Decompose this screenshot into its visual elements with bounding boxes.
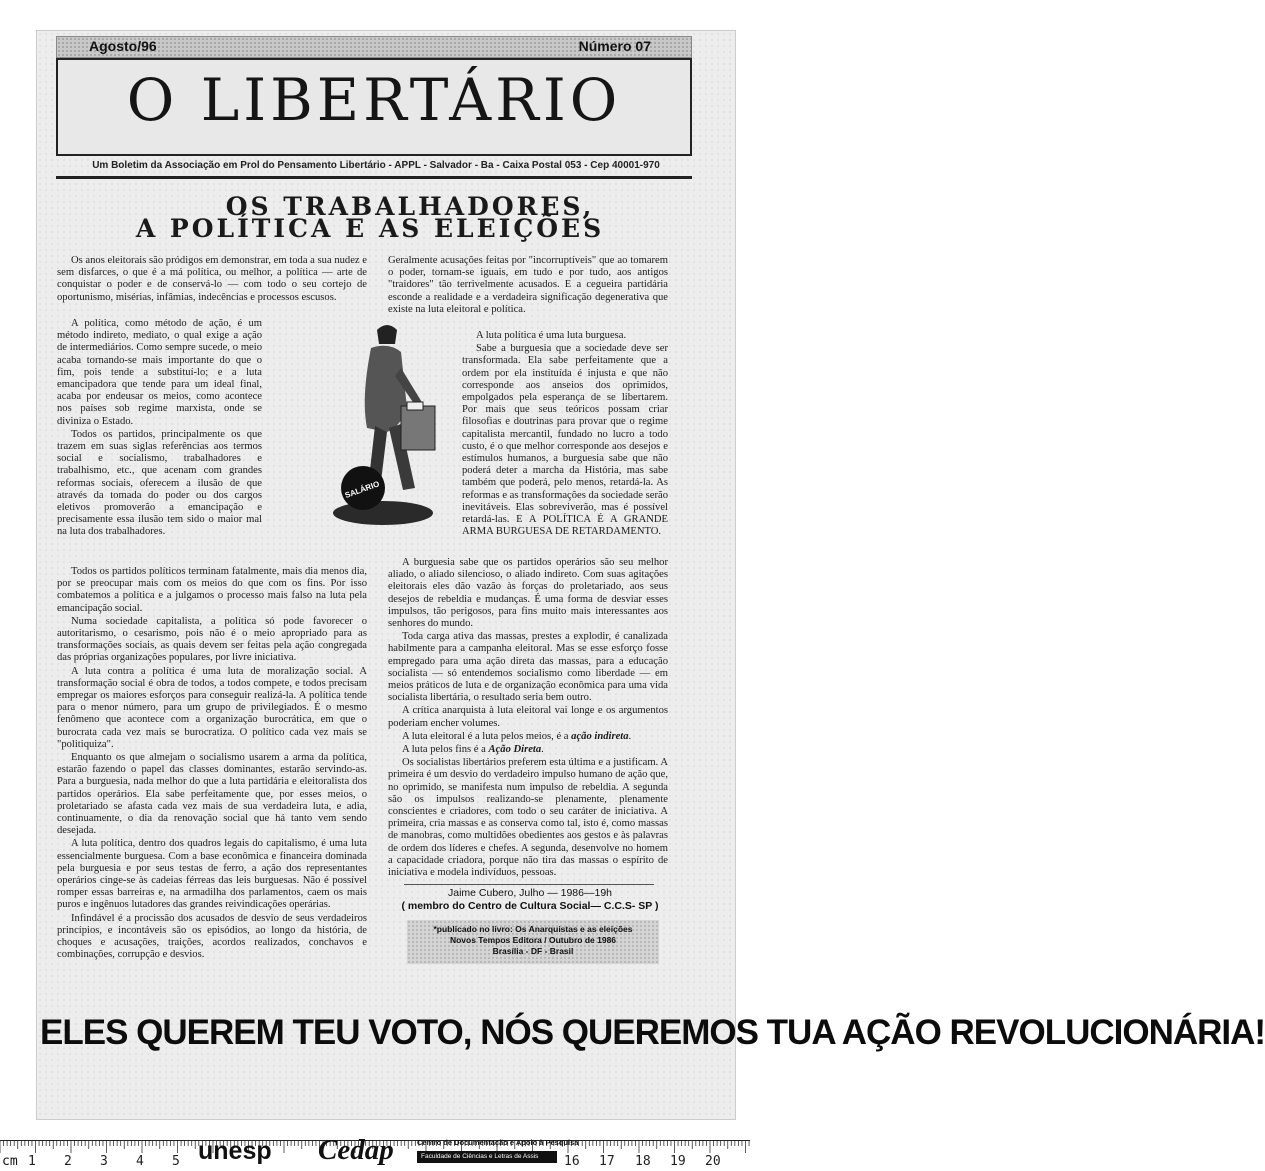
ruler-unit: cm [2,1154,18,1169]
author-credit [400,887,660,913]
paragraph: A luta contra a política é uma luta de moralização social. A transformação social é obra de todos, a todos compete, e todos precisam empregar os maiores esforços para conseguir realizá-la. A política tende para o menor número, para um grupo de privilegiados. É o mesmo fenômeno que acontece com a organização burocrática, em que o burocrata cada vez mais se burocratiza. O político cada vez mais se "politiquiza". [57,665,367,750]
headline-line-1: OS TRABALHADORES, [225,192,595,221]
paragraph: Todos os partidos, principalmente os que trazem em suas siglas referências aos termos social e socialismo, trabalhadores e trabalhismo, etc., que acenam com grandes reformas sociais, oferecem a ilusão de que através da tomada do poder ou dos cargos eletivos promoverão a emancipação e precisamente essa ilusão tem sido o maior mal na luta dos trabalhadores. [57,428,262,538]
newspaper-title: O LIBERTÁRIO [126,66,622,134]
text: A luta pelos fins é a [402,744,489,756]
emphasis: ação indireta [571,730,629,742]
ruler-number: 2 [64,1154,72,1169]
publication-line: Brasília - DF - Brasil [492,946,574,956]
ruler-number: 19 [670,1154,686,1169]
masthead-subtitle: Um Boletim da Associação em Prol do Pensamento Libertário - APPL - Salvador - Ba - Caixa Postal 053 - Cep 40001-970 [92,160,660,171]
cedap-faculty: Faculdade de Ciências e Letras de Assis [417,1151,557,1163]
publication-line: Novos Tempos Editora / Outubro de 1986 [449,935,617,945]
paragraph: Enquanto os que almejam o socialismo usarem a arma da política, estarão fazendo o papel das classes dominantes, estarão servindo-as. Para a burguesia, nada melhor do que a luta partidária e eleitoralista dos partidos operários. Ela sabe perfeitamente que, por esses meios, o proletariado se afasta cada vez mais de sua verdadeira luta, e adia, continuamente, o dia da renovação social que há tanto vem sendo desejada. [57,752,367,837]
unesp-logo: unesp [198,1137,272,1165]
divider [56,176,692,179]
issue-number: Número 07 [578,38,651,54]
member-line: ( membro do Centro de Cultura Social— C.C.S- SP ) [401,900,659,912]
ruler-number: 18 [635,1154,651,1169]
ruler-number: 20 [705,1154,721,1169]
ruler-number: 16 [564,1154,580,1169]
headline-line-2: A POLÍTICA E AS ELEIÇÕES [135,214,605,243]
illustration-label: SALÁRIO [343,479,381,501]
slogan-banner: ELES QUEREM TEU VOTO, NÓS QUEREMOS TUA AÇÃO REVOLUCIONÁRIA! [40,1013,1265,1052]
author-line: Jaime Cubero, Julho — 1986—19h [447,887,612,899]
paragraph: Toda carga ativa das massas, prestes a explodir, é canalizada habilmente para a campanha eleitoral. Mas se esse esforço fosse empregado para uma ação direta das massas, para a educação socialista — só entendemos socialismo como liberdade — em meios práticos de luta e de organização econômica para uma vida socialista libertária, o resultado seria bem outro. [388,631,668,704]
emphasis: Ação Direta [488,744,542,756]
article-left-bottom [57,566,367,963]
text: A luta eleitoral é a luta pelos meios, é a [402,730,572,742]
cedap-logo: Cedap [318,1134,394,1166]
paragraph: Geralmente acusações feitas por "incorruptíveis" que ao tomarem o poder, tornam-se iguais, em tudo e por tudo, aos antigos "traidores" tão terrivelmente acusados. E a cegueira partidária esconde a realidade e a verdadeira significação degenerativa que existe na luta eleitoral e política. [388,255,668,315]
article-right-wrap [462,330,668,539]
paragraph: Infindável é a procissão dos acusados de desvio de seus verdadeiros princípios, e incontáveis são os episódios, ao longo da história, de choques e acusações, traições, acordos realizados, conchavos e combinações, corrupção e desvios. [57,912,367,961]
paragraph: Todos os partidos políticos terminam fatalmente, mais dia menos dia, por se preocupar mais com os meios do que com os fins. Por isso combatemos a política e a julgamos o processo mais falso na luta pela emancipação social. [57,566,367,614]
article-left-top [57,255,367,305]
ruler-number: 17 [599,1154,615,1169]
paragraph: Os socialistas libertários preferem esta última e a justificam. A primeira é um desvio do verdadeiro impulso humano de ação que, no oprimido, se manifesta num impulso de rebeldia. A segunda são os impulsos realizando-se plenamente, plenamente conscientes e criadores, com todo o seu caráter de iniciativa. A primeira, cria massas e as conserva como tal, isto é, como massas de manobras, como multidões obedientes aos gestos e às palavras de ordem dos líderes e chefes. A segunda, desenvolve no homem a capacidade criadora, porque não tira das massas o espírito de iniciativa e modela indivíduos, pessoas. [388,757,668,879]
publication-line: *publicado no livro: Os Anarquistas e as eleições [433,924,633,934]
ruler-number: 3 [100,1154,108,1169]
paragraph: A luta política é uma luta burguesa. [476,330,627,341]
ruler-number: 5 [172,1154,180,1169]
ruler-number: 1 [28,1154,36,1169]
masthead [56,58,692,156]
article-left-wrap [57,318,262,540]
paragraph: Numa sociedade capitalista, a política só pode favorecer o autoritarismo, o cesarismo, pois não é o meio apropriado para as transformações sociais, as quais devem ser feitas pela ação congregada das próprias organizações populares, por livre iniciativa. [57,615,367,664]
article-right-bottom [388,557,668,880]
worker-voting-illustration [323,308,453,536]
issue-date: Agosto/96 [89,38,157,54]
paragraph: A luta pelos fins é a Ação Direta. [402,744,544,756]
ruler-number: 4 [136,1154,144,1169]
cedap-name: Centro de Documentação e Apoio à Pesquisa [417,1138,579,1147]
article-right-top [388,255,668,317]
paragraph: A crítica anarquista à luta eleitoral vai longe e os argumentos poderiam encher volumes. [388,705,668,729]
divider [404,884,654,885]
paragraph: Os anos eleitorais são pródigos em demonstrar, em toda a sua nudez e sem disfarces, o que é a má política, ou melhor, a política — arte de conquistar o poder e de conservá-lo — com todo o seu cortejo de oportunismo, misérias, infâmias, indecências e processos escusos. [57,255,367,303]
paragraph: A luta política, dentro dos quadros legais do capitalismo, é uma luta essencialmente burguesa. Com a base econômica e financeira dominada pela burguesia e por seus testas de ferro, a ação dos representantes operários cinge-se às cadeias férreas das leis burguesas. Não é possível romper essas barreiras e, na armadilha dos parlamentos, caem os mais puros e ingênuos lutadores das grandes reivindicações operárias. [57,838,367,911]
paragraph: A luta eleitoral é a luta pelos meios, é a ação indireta. [402,730,632,742]
paragraph: A burguesia sabe que os partidos operários são seu melhor aliado, o aliado silencioso, o aliado indireto. Com suas agitações eleitorais eles dão vazão às forças do proletariado, aos seus desejos de rebeldia e mudanças. É uma forma de desviar esses impulsos, tão perigosos, para fins muito mais interessantes aos senhores do mundo. [388,557,668,630]
paragraph: Sabe a burguesia que a sociedade deve ser transformada. Ela sabe perfeitamente que a ordem por ela instituída é injusta e que não corresponde aos anseios dos oprimidos, empolgados pela esperança de se libertarem. Por mais que seus teóricos possam criar filosofias e doutrinas para provar que o regime capitalista mercantil, fundado no lucro a todo custo, é o que melhor corresponde aos desejos e estímulos humanos, a burguesia sabe que não poderá deter a marcha da História, mas sabe também que poderá, pelo menos, retardá-la. As reformas e as transformações da sociedade serão inevitáveis. Elas sobreviverão, mas é possível retardá-las. E A POLÍTICA É A GRANDE ARMA BURGUESA DE RETARDAMENTO. [462,343,668,538]
publication-note [407,920,659,964]
issue-bar [56,36,692,58]
paragraph: A política, como método de ação, é um método indireto, mediato, o qual exige a ação de intermediários. Como sempre sucede, o meio acaba tornando-se mais importante do que o fim, pois tende a substituí-lo; e a luta emancipadora que tende para um ideal final, acaba por endeusar os meios, como acontece nos países sob regime marxista, onde se diviniza o Estado. [57,318,262,427]
